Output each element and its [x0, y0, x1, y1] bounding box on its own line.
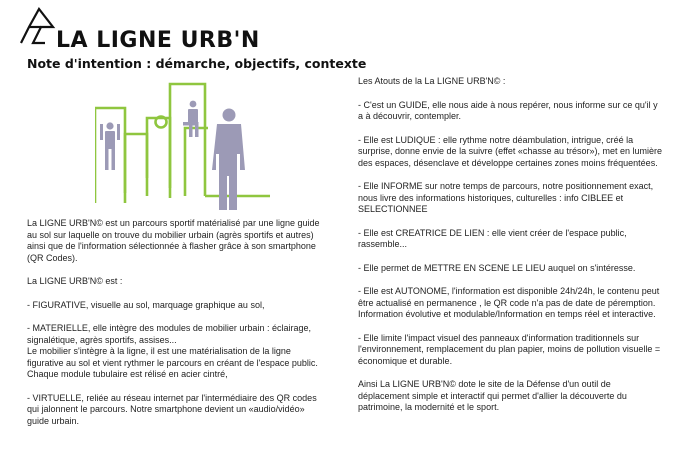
atout-item: - Elle INFORME sur notre temps de parcours, notre positionnement exact, nous livre des informations historiques, culturelles : info CIBLEE et SELECTIONNEE: [358, 181, 654, 214]
est-heading: La LIGNE URB'N© est :: [27, 276, 123, 286]
atout-item: - Elle est LUDIQUE : elle rythme notre déambulation, intrigue, créé la surprise, donne envie de la suivre (effet «chasse au trésor»), met en lumière des espaces, désenclave et développe certaines zones moins fréquentées.: [358, 134, 662, 168]
virtuelle-item: - VIRTUELLE, reliée au réseau internet par l'intermédiaire des QR codes qui jalonnent le parcours. Notre smartphone devient un «audio/vidéo» guide urbain.: [27, 392, 317, 426]
page-title: LA LIGNE URB'N: [56, 28, 260, 53]
conclusion-paragraph: Ainsi La LIGNE URB'N© dote le site de la Défense d'un outil de déplacement simple et interactif qui permet d'allier la découverte du patrimoine, la modernité et le sport.: [358, 379, 627, 412]
materielle-item: - MATERIELLE, elle intègre des modules de mobilier urbain : éclairage, signalétique, agrès sportifs, assises...: [27, 323, 311, 345]
atout-item: - Elle limite l'impact visuel des panneaux d'information traditionnels sur l'environnement, remplacement du plan papier, moins de pollution visuelle = économique et durable.: [358, 332, 661, 366]
figurative-item: - FIGURATIVE, visuelle au sol, marquage graphique au sol,: [27, 299, 265, 310]
atout-item: - Elle est CREATRICE DE LIEN : elle vient créer de l'espace public, rassemble...: [358, 227, 627, 249]
left-column: [27, 218, 327, 439]
atouts-heading: Les Atouts de la La LIGNE URB'N© :: [358, 76, 506, 86]
intro-paragraph: La LIGNE URB'N© est un parcours sportif matérialisé par une ligne guide au sol sur laquelle on trouve du mobilier urbain (agrès sportifs et autres) ainsi que de l'information sélectionnée à flasher grâce à son smartphone (QR Codes).: [27, 218, 320, 263]
page-subtitle: Note d'intention : démarche, objectifs, contexte: [27, 56, 367, 71]
materielle-detail: Le mobilier s'intègre à la ligne, il est une matérialisation de la ligne figurative au sol et vient rythmer le parcours en créant de l'espace public. Chaque module tubulaire est rélisé en acier cintré,: [27, 346, 318, 379]
right-column: [358, 76, 663, 426]
urban-line-illustration-icon: [95, 78, 270, 213]
atout-item: - Elle permet de METTRE EN SCENE LE LIEU auquel on s'intéresse.: [358, 262, 636, 273]
atout-item: - C'est un GUIDE, elle nous aide à nous repérer, nous informe sur ce qu'il y a à découvrir, contempler.: [358, 99, 658, 121]
atout-item: - Elle est AUTONOME, l'information est disponible 24h/24h, le contenu peut être actualisé en permanence , le QR code n'a pas de date de péremption. Information évolutive et modulable/Information en temps réel et interactive.: [358, 286, 660, 319]
